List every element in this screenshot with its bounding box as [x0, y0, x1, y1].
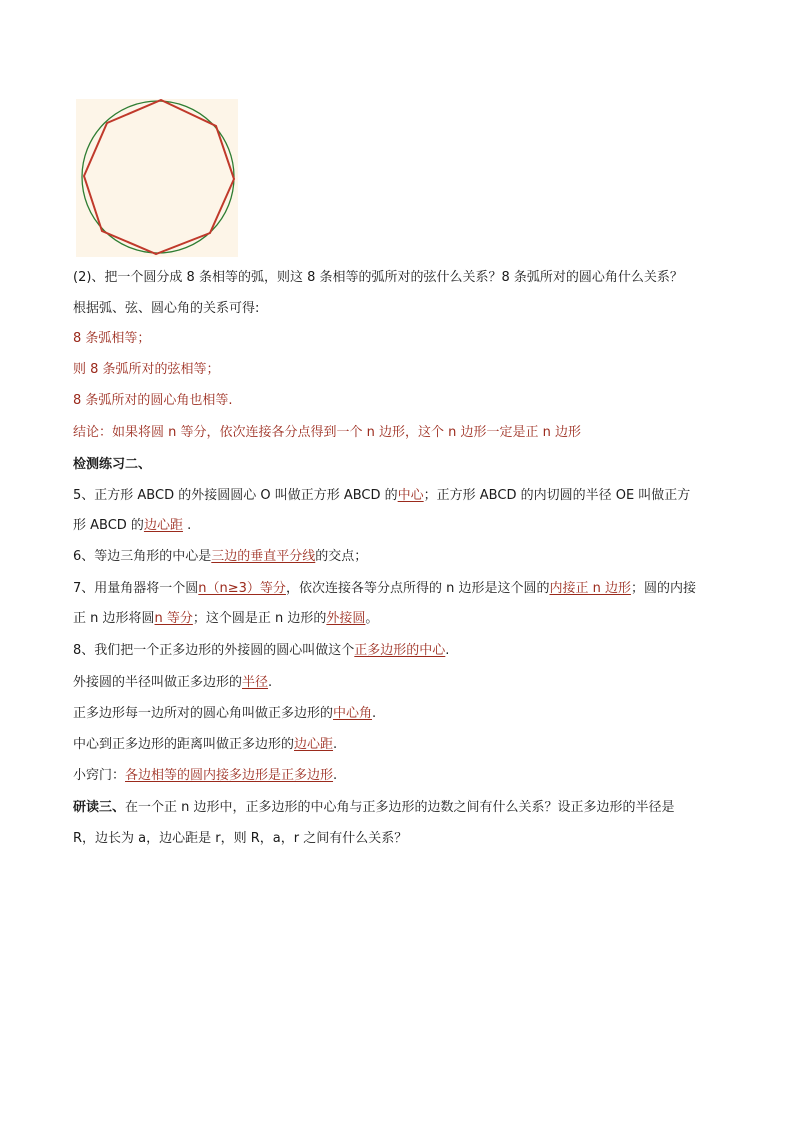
- section-title: 检测练习二、: [73, 457, 152, 472]
- q8-answer-3: 中心角: [333, 706, 373, 721]
- q8-central-angle-line: [73, 705, 376, 723]
- q8-l2-end: .: [268, 675, 273, 690]
- result-1-text: 8 条弧相等；: [73, 331, 151, 346]
- result-3-text: 8 条弧所对的圆心角也相等.: [73, 393, 233, 408]
- conclusion: [73, 424, 581, 442]
- result-3: [73, 392, 233, 410]
- q8-answer-1: 正多边形的中心: [354, 643, 446, 658]
- q8-apothem-line: [73, 736, 337, 754]
- study-3-text: 在一个正 n 边形中，正多边形的中心角与正多边形的边数之间有什么关系？设正多边形的半径是: [125, 800, 675, 815]
- q7-text-e: ；这个圆是正 n 边形的: [192, 611, 327, 626]
- question-5-line-2: [73, 517, 191, 535]
- conclusion-text: 结论：如果将圆 n 等分，依次连接各分点得到一个 n 边形，这个 n 边形一定是正 n 边形: [73, 425, 582, 440]
- q7-answer-3: n 等分: [154, 611, 193, 626]
- regular-octagon: [84, 100, 234, 254]
- q8-text-a: 8、我们把一个正多边形的外接圆的圆心叫做这个: [73, 643, 355, 658]
- study-3-text-2: R，边长为 a，边心距是 r，则 R，a，r 之间有什么关系？: [73, 831, 408, 846]
- result-2: [73, 361, 220, 379]
- q7-text-c: ；圆的内接: [630, 581, 696, 596]
- q7-answer-1: n（n≥3）等分: [198, 581, 286, 596]
- q8-l3-text: 正多边形每一边所对的圆心角叫做正多边形的: [73, 706, 334, 721]
- question-6: [73, 548, 367, 566]
- q7-text-f: 。: [365, 611, 379, 626]
- q5-text-d: .: [182, 518, 192, 533]
- q8-l5-text: 小窍门：: [73, 768, 126, 783]
- q5-answer-center: 中心: [397, 488, 424, 503]
- question-7-line-2: [73, 610, 378, 628]
- q8-l2-text: 外接圆的半径叫做正多边形的: [73, 675, 243, 690]
- q7-text-a: 7、用量角器将一个圆: [73, 581, 199, 596]
- q5-answer-apothem: 边心距: [143, 518, 183, 533]
- q5-text-a: 5、正方形 ABCD 的外接圆圆心 O 叫做正方形 ABCD 的: [73, 488, 398, 503]
- question-2: [73, 269, 683, 287]
- q6-text-b: 的交点；: [315, 549, 368, 564]
- q8-radius-line: [73, 674, 272, 692]
- section-heading: [73, 456, 151, 474]
- octagon-figure: [76, 99, 238, 257]
- study-3-line-1: [73, 799, 675, 817]
- q7-text-d: 正 n 边形将圆: [73, 611, 155, 626]
- q8-answer-2: 半径: [242, 675, 269, 690]
- basis-line: [73, 300, 259, 318]
- result-1: [73, 330, 150, 348]
- q8-answer-4: 边心距: [294, 737, 334, 752]
- basis-text: 根据弧、弦、圆心角的关系可得:: [73, 301, 260, 316]
- result-2-text: 则 8 条弧所对的弦相等；: [73, 362, 220, 377]
- q8-l4-end: .: [333, 737, 338, 752]
- q8-tip-line: [73, 767, 337, 785]
- q8-l4-text: 中心到正多边形的距离叫做正多边形的: [73, 737, 295, 752]
- question-8: [73, 642, 449, 660]
- study-3-line-2: [73, 830, 407, 848]
- q6-answer: 三边的垂直平分线: [211, 549, 316, 564]
- q8-l3-end: .: [372, 706, 377, 721]
- q8-answer-5: 各边相等的圆内接多边形是正多边形: [125, 768, 334, 783]
- q7-answer-2: 内接正 n 边形: [549, 581, 631, 596]
- q5-text-c: 形 ABCD 的: [73, 518, 144, 533]
- inscribed-octagon-diagram: [76, 99, 238, 257]
- question-2-text: (2)、把一个圆分成 8 条相等的弧，则这 8 条相等的弧所对的弦什么关系？8 条弧所对的圆心角什么关系？: [73, 270, 683, 285]
- q8-text-b: .: [445, 643, 450, 658]
- q6-text-a: 6、等边三角形的中心是: [73, 549, 212, 564]
- q7-text-b: ，依次连接各等分点所得的 n 边形是这个圆的: [285, 581, 550, 596]
- q8-l5-end: .: [333, 768, 338, 783]
- question-7-line-1: [73, 580, 696, 598]
- q5-text-b: ；正方形 ABCD 的内切圆的半径 OE 叫做正方: [423, 488, 691, 503]
- q7-answer-4: 外接圆: [326, 611, 366, 626]
- question-5-line-1: [73, 487, 690, 505]
- study-3-label: 研读三、: [73, 800, 126, 815]
